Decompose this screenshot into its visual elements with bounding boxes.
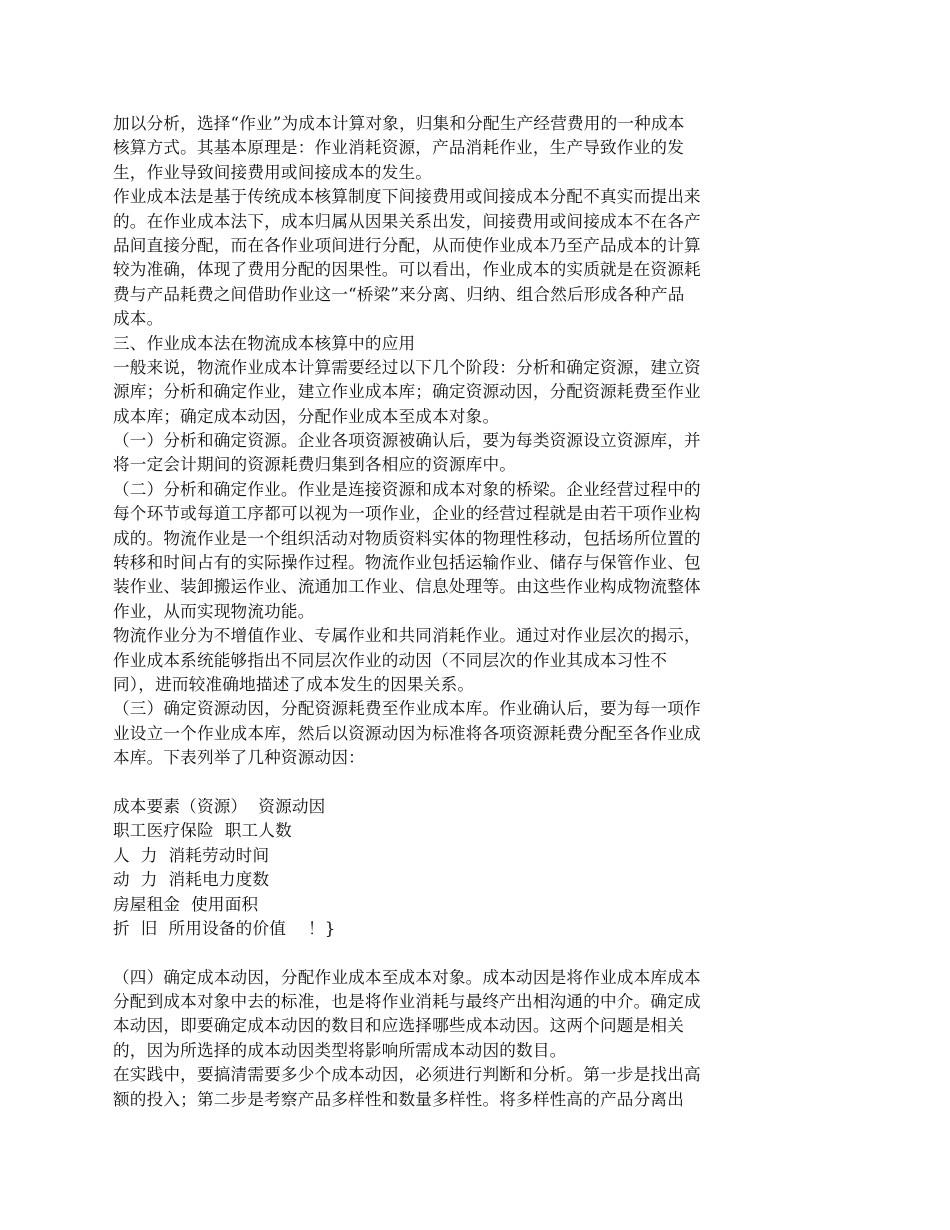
text-line: 装作业、装卸搬运作业、流通加工作业、信息处理等。由这些作业构成物流整体 xyxy=(113,577,701,597)
text-line: 业设立一个作业成本库，然后以资源动因为标准将各项资源耗费分配至各作业成 xyxy=(113,723,701,743)
text-line: 成的。物流作业是一个组织活动对物质资料实体的物理性移动，包括场所位置的 xyxy=(113,528,701,548)
blank-line xyxy=(113,771,765,795)
text-line: 品间直接分配，而在各作业项间进行分配，从而使作业成本乃至产品成本的计算 xyxy=(113,235,701,255)
table-row: 折 旧 所用设备的价值 ！} xyxy=(113,918,336,938)
section-text-a xyxy=(113,112,765,771)
text-line: 加以分析，选择“作业”为成本计算对象，归集和分配生产经营费用的一种成本 xyxy=(113,114,685,133)
text-line: 费与产品耗费之间借助作业这一“桥梁”来分离、归纳、组合然后形成各种产品 xyxy=(113,284,685,304)
section-text-b xyxy=(113,966,765,1112)
table-row: 动 力 消耗电力度数 xyxy=(113,870,270,890)
text-line: 本动因，即要确定成本动因的数目和应选择哪些成本动因。这两个问题是相关 xyxy=(113,1016,684,1036)
text-line: 作业成本法是基于传统成本核算制度下间接费用或间接成本分配不真实而提出来 xyxy=(113,187,701,207)
text-line: （四）确定成本动因，分配作业成本至成本对象。成本动因是将作业成本库成本 xyxy=(113,967,701,987)
text-line: 在实践中，要搞清需要多少个成本动因，必须进行判断和分析。第一步是找出高 xyxy=(113,1065,701,1085)
text-line: （一）分析和确定资源。企业各项资源被确认后，要为每类资源设立资源库，并 xyxy=(113,431,701,451)
document-page xyxy=(113,112,765,1112)
text-line: 成本。 xyxy=(113,309,164,329)
blank-line xyxy=(113,941,765,965)
table-row: 人 力 消耗劳动时间 xyxy=(113,845,270,865)
text-line: 物流作业分为不增值作业、专属作业和共同消耗作业。通过对作业层次的揭示， xyxy=(113,626,701,646)
text-line: 的，因为所选择的成本动因类型将影响所需成本动因的数目。 xyxy=(113,1040,567,1060)
table-header: 成本要素（资源） 资源动因 xyxy=(113,796,326,816)
text-line: 作业，从而实现物流功能。 xyxy=(113,601,315,621)
text-line: 转移和时间占有的实际操作过程。物流作业包括运输作业、储存与保管作业、包 xyxy=(113,553,701,573)
table-row: 职工医疗保险 职工人数 xyxy=(113,821,292,841)
text-line: 每个环节或每道工序都可以视为一项作业，企业的经营过程就是由若干项作业构 xyxy=(113,504,701,524)
text-line: 较为准确，体现了费用分配的因果性。可以看出，作业成本的实质就是在资源耗 xyxy=(113,260,701,280)
text-line: 作业成本系统能够指出不同层次作业的动因（不同层次的作业其成本习性不 xyxy=(113,650,668,670)
text-line: （二）分析和确定作业。作业是连接资源和成本对象的桥梁。企业经营过程中的 xyxy=(113,479,701,499)
text-line: 将一定会计期间的资源耗费归集到各相应的资源库中。 xyxy=(113,455,517,475)
text-line: 分配到成本对象中去的标准，也是将作业消耗与最终产出相沟通的中介。确定成 xyxy=(113,992,701,1012)
text-line: 核算方式。其基本原理是：作业消耗资源，产品消耗作业，生产导致作业的发 xyxy=(113,138,684,158)
text-line: 一般来说，物流作业成本计算需要经过以下几个阶段：分析和确定资源，建立资 xyxy=(113,357,701,377)
text-line: 生，作业导致间接费用或间接成本的发生。 xyxy=(113,162,433,182)
text-line: 源库；分析和确定作业，建立作业成本库；确定资源动因，分配资源耗费至作业 xyxy=(113,382,701,402)
text-line: （三）确定资源动因，分配资源耗费至作业成本库。作业确认后，要为每一项作 xyxy=(113,699,701,719)
table-row: 房屋租金 使用面积 xyxy=(113,894,259,914)
text-line: 成本库；确定成本动因，分配作业成本至成本对象。 xyxy=(113,406,500,426)
text-line: 同），进而较准确地描述了成本发生的因果关系。 xyxy=(113,674,475,694)
resource-driver-table xyxy=(113,795,765,941)
text-line: 的。在作业成本法下，成本归属从因果关系出发，间接费用或间接成本不在各产 xyxy=(113,211,701,231)
section-heading: 三、作业成本法在物流成本核算中的应用 xyxy=(113,333,416,353)
text-line: 额的投入；第二步是考察产品多样性和数量多样性。将多样性高的产品分离出 xyxy=(113,1089,684,1109)
text-line: 本库。下表列举了几种资源动因： xyxy=(113,748,365,768)
